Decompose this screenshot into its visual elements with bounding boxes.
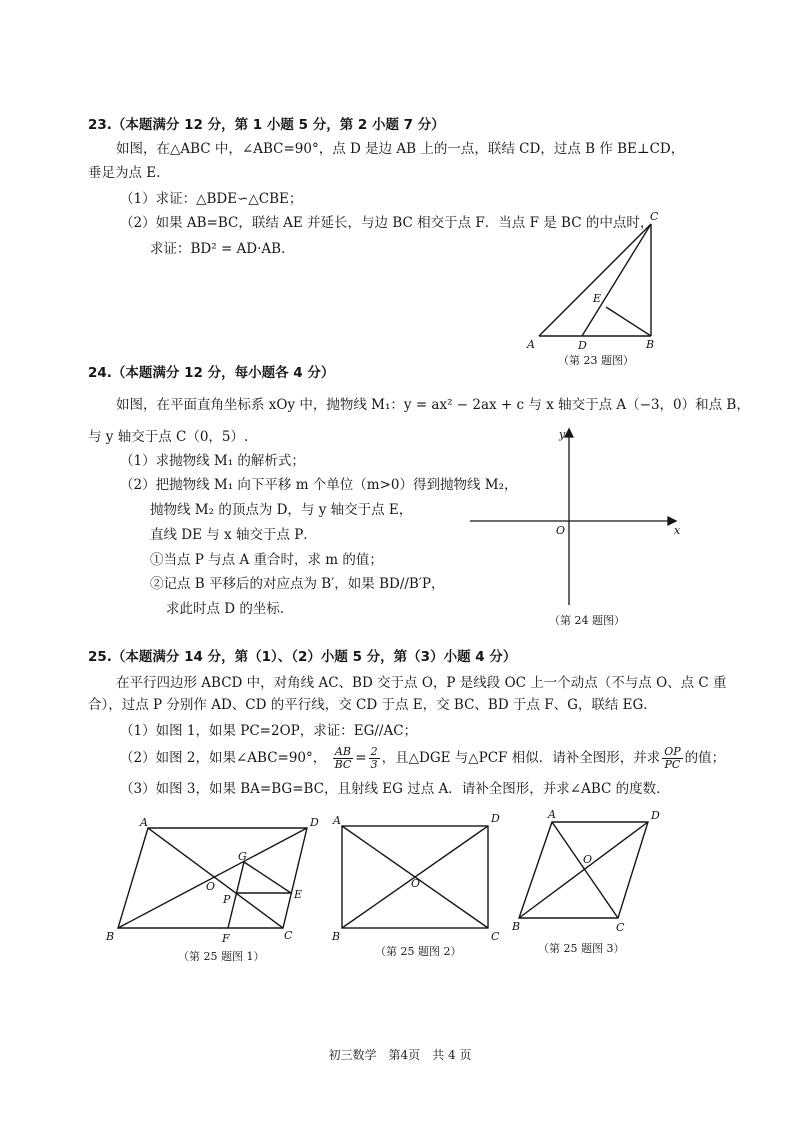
segment-ge-1 <box>244 862 291 893</box>
diagonal-bd-3 <box>519 822 648 918</box>
figure-25-3 <box>519 822 648 918</box>
q24-figure-caption: （第 24 题图） <box>549 614 625 627</box>
q24-sub2: ②记点 B 平移后的对应点为 B′，如果 BD//B′P， <box>150 576 445 592</box>
segment-ac <box>539 224 651 336</box>
fraction-ab-over-bc <box>333 746 354 771</box>
q24-heading: 24.（本题满分 12 分，每小题各 4 分） <box>88 365 335 381</box>
q25-figure1-caption: （第 25 题图 1） <box>178 950 265 963</box>
origin-label: O <box>556 524 566 537</box>
fig2-label-c: C <box>491 930 500 943</box>
fraction-numerator: OP <box>664 745 681 758</box>
fig3-label-a: A <box>548 808 556 821</box>
equals-sign: = <box>355 750 367 766</box>
fig1-label-a: A <box>140 816 148 829</box>
label-d: D <box>578 339 587 352</box>
q23-intro-line2: 垂足为点 E. <box>88 165 161 181</box>
fraction-denominator: BC <box>334 758 352 771</box>
q23-heading: 23.（本题满分 12 分，第 1 小题 5 分，第 2 小题 7 分） <box>88 117 445 133</box>
fraction-denominator: PC <box>664 758 681 771</box>
fig1-label-c: C <box>284 929 293 942</box>
q25-part2-middle: ，且△DGE 与△PCF 相似．请补全图形，并求 <box>381 750 661 766</box>
fig2-label-o: O <box>411 877 421 890</box>
figure-24 <box>470 429 676 605</box>
label-c: C <box>650 210 659 223</box>
diagonal-ac-1 <box>148 828 283 928</box>
q23-part2: （2）如果 AB=BC，联结 AE 并延长，与边 BC 相交于点 F．当点 F 是 BC 的中点时， <box>120 215 654 231</box>
q24-sub1: ①当点 P 与点 A 重合时，求 m 的值； <box>150 552 383 568</box>
q23-figure-caption: （第 23 题图） <box>558 354 634 367</box>
y-axis-arrow <box>565 429 573 437</box>
fig3-label-o: O <box>583 853 593 866</box>
label-a: A <box>527 338 535 351</box>
fraction-numerator: AB <box>333 746 354 759</box>
q25-part3: （3）如图 3，如果 BA=BG=BC，且射线 EG 过点 A．请补全图形，并求∠ABC 的度数． <box>120 781 670 797</box>
fig3-label-d: D <box>651 809 660 822</box>
label-e: E <box>593 292 602 305</box>
q25-part2 <box>120 746 725 771</box>
fig1-label-g: G <box>238 850 247 863</box>
q24-part2: （2）把抛物线 M₁ 向下平移 m 个单位（m>0）得到抛物线 M₂， <box>120 477 518 493</box>
q24-part2-line2: 抛物线 M₂ 的顶点为 D，与 y 轴交于点 E， <box>150 502 413 518</box>
q25-part1: （1）如图 1，如果 PC=2OP，求证：EG//AC； <box>120 723 418 739</box>
figure-25-1 <box>118 828 307 928</box>
diagonal-ac-3 <box>552 822 618 918</box>
fig1-label-f: F <box>222 932 230 945</box>
page-footer: 初三数学 第4页 共 4 页 <box>328 1048 472 1062</box>
fig1-label-b: B <box>106 930 115 943</box>
fraction-numerator: 2 <box>370 745 378 758</box>
fig2-label-b: B <box>332 930 341 943</box>
segment-cd <box>582 224 651 336</box>
q25-heading: 25.（本题满分 14 分，第（1）、（2）小题 5 分，第（3）小题 4 分） <box>88 649 517 665</box>
fig1-label-d: D <box>310 816 319 829</box>
figure-23 <box>539 224 651 336</box>
fraction-denominator: 3 <box>370 758 378 771</box>
q24-intro-line1: 如图，在平面直角坐标系 xOy 中，抛物线 M₁：y = ax² − 2ax + c 与 x 轴交于点 A（−3，0）和点 B， <box>116 397 750 413</box>
q24-part1: （1）求抛物线 M₁ 的解析式； <box>120 453 305 469</box>
q25-figure3-caption: （第 25 题图 3） <box>538 942 625 955</box>
q25-figure2-caption: （第 25 题图 2） <box>375 945 462 958</box>
q24-intro-line2: 与 y 轴交于点 C（0，5）. <box>88 429 249 445</box>
q23-intro-line1: 如图，在△ABC 中，∠ABC=90°，点 D 是边 AB 上的一点，联结 CD，过点 B 作 BE⊥CD， <box>116 141 685 157</box>
fig1-label-e: E <box>294 888 303 901</box>
fig3-label-c: C <box>616 921 625 934</box>
axis-y-label: y <box>559 428 566 441</box>
axis-x-label: x <box>674 524 681 537</box>
q23-part1: （1）求证：△BDE∽△CBE； <box>120 191 303 207</box>
q25-part2-prefix: （2）如图 2，如果∠ABC=90°， <box>120 750 327 766</box>
q24-part2-line3: 直线 DE 与 x 轴交于点 P． <box>150 527 317 543</box>
diagonal-bd-1 <box>118 828 307 928</box>
fig1-label-p: P <box>223 893 231 906</box>
q25-intro-line2: 合），过点 P 分别作 AD、CD 的平行线，交 CD 于点 E，交 BC、BD 于点 F、G，联结 EG． <box>88 697 657 713</box>
fraction-op-over-pc <box>662 746 682 771</box>
fig2-label-a: A <box>333 814 341 827</box>
segment-be <box>606 307 651 336</box>
fig3-label-b: B <box>512 920 521 933</box>
q24-sub2-line2: 求此时点 D 的坐标． <box>166 601 294 617</box>
fraction-two-thirds <box>369 746 380 771</box>
fig1-label-o: O <box>206 880 216 893</box>
q25-part2-suffix: 的值； <box>684 750 726 766</box>
label-b: B <box>646 338 655 351</box>
q23-part2-proof: 求证：BD² = AD·AB． <box>150 241 295 257</box>
q25-intro-line1: 在平行四边形 ABCD 中，对角线 AC、BD 交于点 O，P 是线段 OC 上一个动点（不与点 O、点 C 重 <box>116 675 727 691</box>
fig2-label-d: D <box>491 812 500 825</box>
